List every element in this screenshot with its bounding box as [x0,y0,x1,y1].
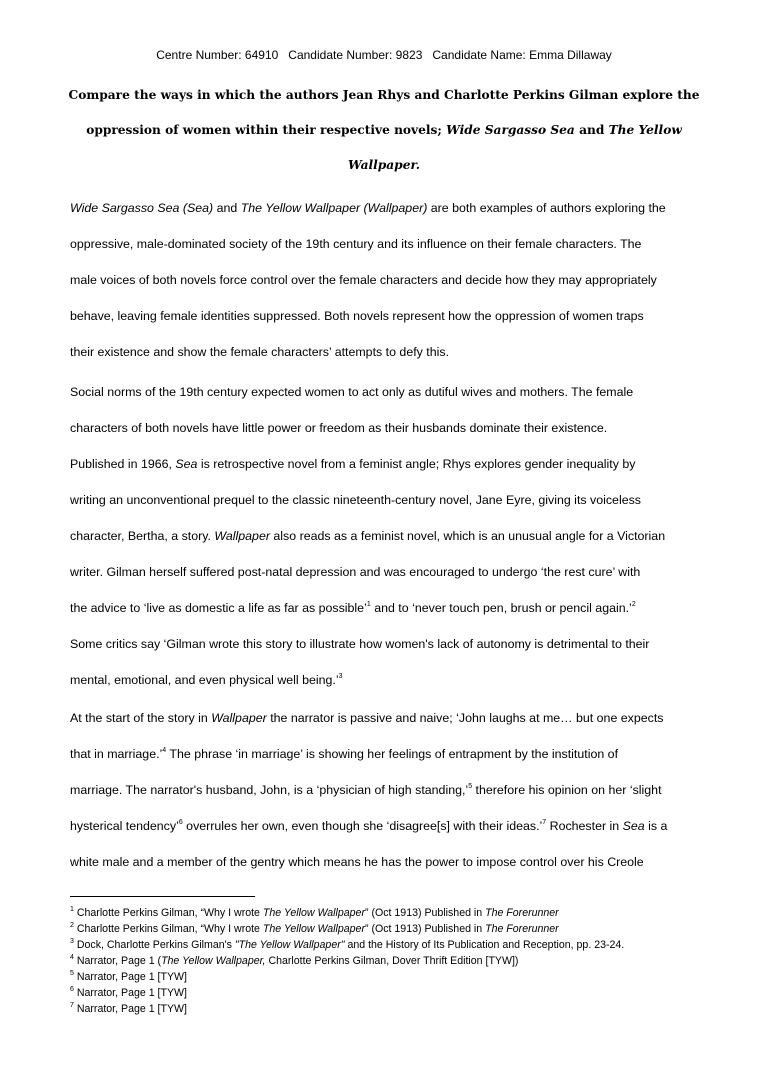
paragraph-2 [70,380,700,704]
footnote-number: 4 [70,954,74,961]
text: overrules her own, even though she ‘disagree[s] with their ideas.’ [182,819,543,833]
text: The phrase ‘in marriage’ is showing her feelings of entrapment by the institution of [166,747,619,761]
paragraph-line [70,452,700,488]
paragraph-line [70,596,700,632]
text: At the start of the story in [70,711,212,725]
footnote-ref[interactable]: 6 [178,819,183,826]
text: mental, emotional, and even physical well being.’ [70,673,339,687]
text: are both examples of authors exploring the [427,201,666,215]
italic-text: Sea [622,819,645,833]
italic-text: The Yellow Wallpaper, [161,955,266,967]
title-novel-2-end: Wallpaper. [347,158,421,172]
italic-text: The Yellow Wallpaper (Wallpaper) [240,201,428,215]
footnote-number: 1 [70,906,74,913]
italic-text: Sea [175,457,198,471]
footnote-number: 3 [70,938,74,945]
paragraph-line: white male and a member of the gentry which means he has the power to impose control over his Creole [70,855,644,869]
text: therefore his opinion on her ‘slight [472,783,662,797]
text: Charlotte Perkins Gilman, Dover Thrift Edition [TYW]) [265,955,519,967]
paragraph-line [70,742,700,778]
paragraph-line: characters of both novels have little power or freedom as their husbands dominate their existence. [70,421,608,435]
footnotes [70,905,730,1017]
text: and to ‘never touch pen, brush or pencil again.’ [370,601,632,615]
paragraph-1 [70,196,700,376]
paragraph-line: writer. Gilman herself suffered post-natal depression and was encouraged to undergo ‘the rest cure’ with [70,565,641,579]
text: character, Bertha, a story. [70,529,215,543]
footnote-divider [70,896,255,897]
title-line-2 [60,113,708,148]
paragraph-line: Some critics say ‘Gilman wrote this story to illustrate how women's lack of autonomy is detrimental to their [70,637,650,651]
title-text: oppression of women within their respective novels; [86,123,447,137]
paragraph-line [70,814,700,850]
title-novel-2: The Yellow [608,123,682,137]
italic-text: Wallpaper [214,529,270,543]
text: Narrator, Page 1 [TYW] [76,1003,187,1015]
footnote-ref[interactable]: 2 [631,601,636,608]
page-header: Centre Number: 64910 Candidate Number: 9823 Candidate Name: Emma Dillaway [156,48,612,62]
footnote-number: 6 [70,986,74,993]
text: hysterical tendency’ [70,819,179,833]
text: Narrator, Page 1 [TYW] [76,987,187,999]
text: that in marriage.’ [70,747,163,761]
text: the narrator is passive and naive; ‘John laughs at me… but one expects [266,711,664,725]
paragraph-line: behave, leaving female identities suppressed. Both novels represent how the oppression of women traps [70,309,644,323]
title-line-3 [60,148,708,183]
text: is a [644,819,668,833]
text: and the History of Its Publication and Reception, pp. 23-24. [344,939,625,951]
italic-text: The Yellow Wallpaper [262,923,365,935]
footnote-ref[interactable]: 5 [468,783,473,790]
footnote [70,1001,730,1017]
italic-text: "The Yellow Wallpaper" [234,939,345,951]
footnote-number: 7 [70,1002,74,1009]
italic-text: Wide Sargasso Sea (Sea) [70,201,214,215]
footnote [70,985,730,1001]
essay-title [60,78,708,183]
title-text: and [574,123,609,137]
paragraph-line [70,524,700,560]
paragraph-line: oppressive, male-dominated society of the 19th century and its influence on their female characters. The [70,237,642,251]
text: Narrator, Page 1 [TYW] [76,971,187,983]
footnote [70,937,730,953]
footnote-number: 5 [70,970,74,977]
text: Narrator, Page 1 ( [76,955,162,967]
footnote [70,969,730,985]
footnote-ref[interactable]: 3 [338,673,343,680]
paragraph-line: male voices of both novels force control over the female characters and decide how they may appropriately [70,273,657,287]
text: ” (Oct 1913) Published in [364,923,486,935]
text: Rochester in [546,819,623,833]
paragraph-line [70,778,700,814]
text: the advice to ‘live as domestic a life as far as possible’ [70,601,367,615]
italic-text: Wallpaper [211,711,267,725]
paragraph-line [70,196,700,232]
italic-text: The Forerunner [485,923,559,935]
footnote-ref[interactable]: 4 [162,747,167,754]
footnote [70,953,730,969]
text: marriage. The narrator's husband, John, is a ‘physician of high standing,’ [70,783,469,797]
text: is retrospective novel from a feminist angle; Rhys explores gender inequality by [197,457,636,471]
italic-text: The Yellow Wallpaper [262,907,365,919]
text: and [213,201,241,215]
text: Dock, Charlotte Perkins Gilman's [76,939,235,951]
paragraph-3 [70,706,700,886]
text: Published in 1966, [70,457,176,471]
title-line-1: Compare the ways in which the authors Jean Rhys and Charlotte Perkins Gilman explore the [68,88,700,102]
footnote-ref[interactable]: 7 [542,819,547,826]
paragraph-line: their existence and show the female characters’ attempts to defy this. [70,345,450,359]
text: also reads as a feminist novel, which is an unusual angle for a Victorian [269,529,666,543]
footnote-number: 2 [70,922,74,929]
footnote-ref[interactable]: 1 [366,601,371,608]
paragraph-line: writing an unconventional prequel to the classic nineteenth-century novel, Jane Eyre, giving its voiceless [70,493,641,507]
text: Charlotte Perkins Gilman, “Why I wrote [76,907,263,919]
text: Charlotte Perkins Gilman, “Why I wrote [76,923,263,935]
text: ” (Oct 1913) Published in [364,907,486,919]
footnote [70,921,730,937]
footnote [70,905,730,921]
paragraph-line [70,706,700,742]
title-novel-1: Wide Sargasso Sea [446,123,575,137]
paragraph-line: Social norms of the 19th century expected women to act only as dutiful wives and mothers. The female [70,385,634,399]
paragraph-line [70,668,700,704]
italic-text: The Forerunner [485,907,559,919]
